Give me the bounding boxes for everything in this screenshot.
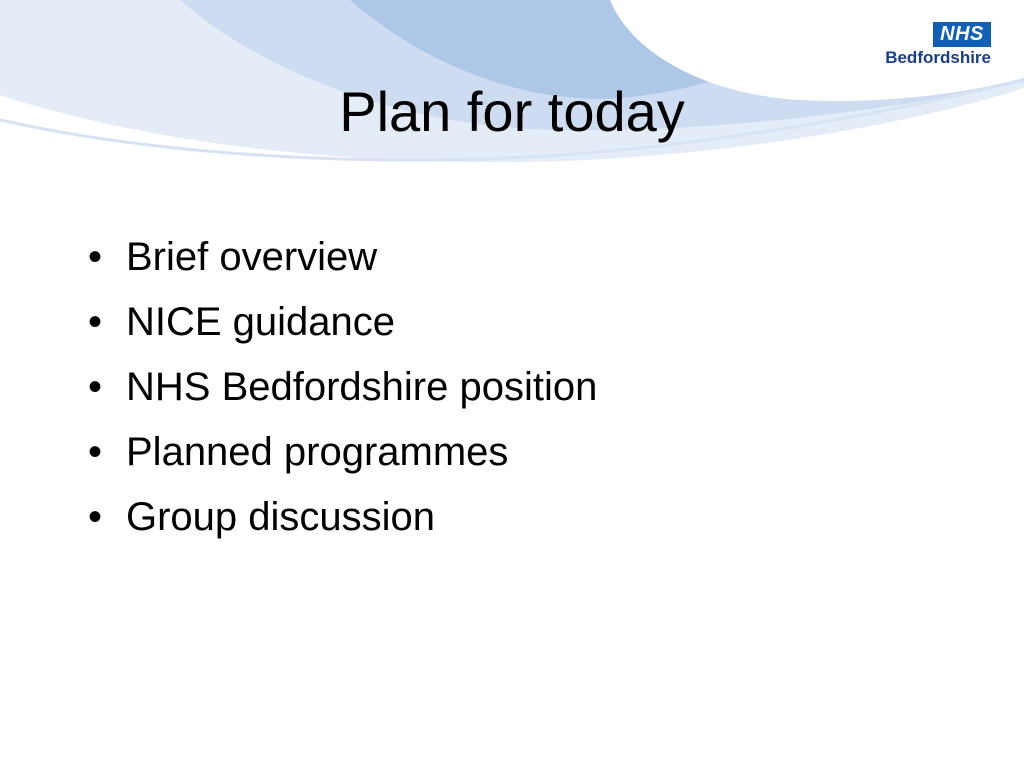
bullet-item xyxy=(88,486,597,551)
bullet-glyph: • xyxy=(88,300,103,344)
bullet-text: Brief overview xyxy=(126,235,378,279)
slide-title: Plan for today xyxy=(339,80,685,143)
logo-org-name: Bedfordshire xyxy=(885,48,991,67)
bullet-text: NHS Bedfordshire position xyxy=(126,365,598,409)
bullet-item xyxy=(88,356,597,421)
nhs-bedfordshire-logo xyxy=(871,22,991,70)
bullet-text: Group discussion xyxy=(126,495,436,539)
bullet-glyph: • xyxy=(88,235,103,279)
bullet-list xyxy=(88,226,597,551)
bullet-item xyxy=(88,291,597,356)
bullet-text: Planned programmes xyxy=(126,430,509,474)
bullet-glyph: • xyxy=(88,430,103,474)
bullet-glyph: • xyxy=(88,495,103,539)
bullet-item xyxy=(88,421,597,486)
bullet-glyph: • xyxy=(88,365,103,409)
bullet-item xyxy=(88,226,597,291)
nhs-badge: NHS xyxy=(933,22,991,47)
bullet-text: NICE guidance xyxy=(126,300,396,344)
